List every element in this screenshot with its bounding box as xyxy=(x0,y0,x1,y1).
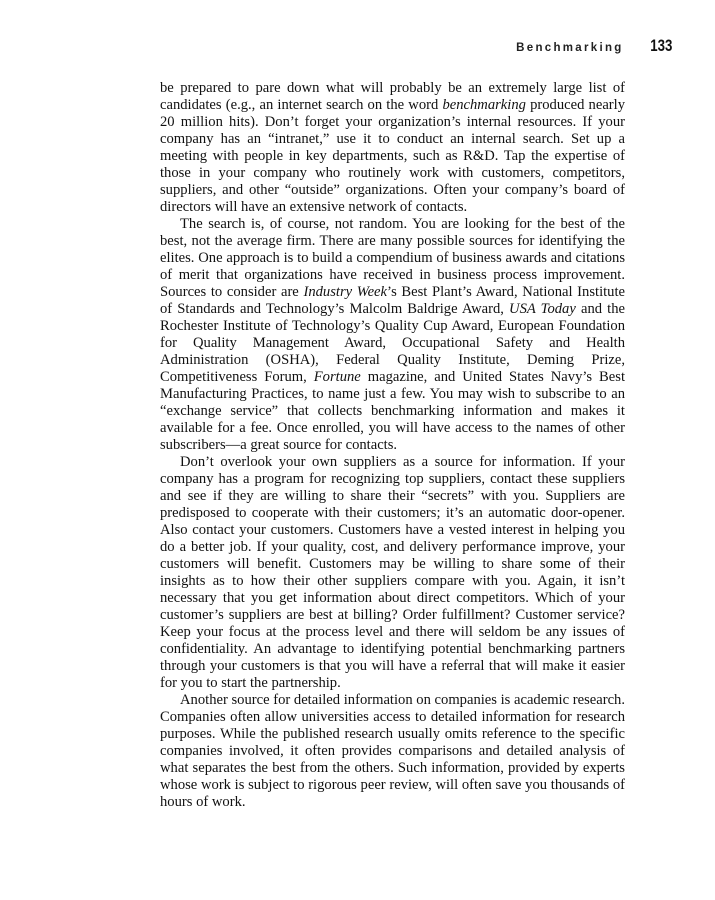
text-run: ’s Best Plant’s Award, National Institute of Standards and Technology’s Malcolm Baldrige Award, xyxy=(160,284,626,317)
text-run: be prepared to pare down what will probably be an extremely large list of candidates (e.g., an internet search on the word xyxy=(160,80,625,113)
italic-term: benchmarking xyxy=(442,97,526,113)
paragraph-1 xyxy=(160,80,625,216)
running-header xyxy=(160,36,672,56)
text-run: magazine, and United States Navy’s Best Manufacturing Practices, to name just a few. You may wish to subscribe to an “exchange service” that collects benchmarking information and makes it available for a fee. Once enrolled, you will have access to the names of other subscribers—a great source for contacts. xyxy=(160,369,626,453)
italic-publication-title: Industry Week xyxy=(303,284,388,300)
text-run: and the Rochester Institute of Technology’s Quality Cup Award, European Foundation for Quality Management Award, Occupational Safety and Health Administration (OSHA), Federal Quality Institute, Deming Prize, Competitiveness Forum, xyxy=(160,301,626,385)
italic-publication-title: Fortune xyxy=(313,369,361,385)
running-header-title: Benchmarking xyxy=(516,42,624,54)
page-number: 133 xyxy=(649,36,672,55)
paragraph-2 xyxy=(160,216,625,454)
body-text xyxy=(160,80,625,811)
italic-publication-title: USA Today xyxy=(509,301,576,317)
paragraph-3: Don’t overlook your own suppliers as a source for information. If your company has a program for recognizing top suppliers, contact these suppliers and see if they are willing to share their “secrets” with you. Suppliers are predisposed to cooperate with their customers; it’s an automatic door-opener. Also contact your customers. Customers have a vested interest in helping you do a better job. If your quality, cost, and delivery performance improve, your customers will benefit. Customers may be willing to share some of their insights as to how their other suppliers compare with you. Again, it isn’t necessary that you get information about direct competitors. Which of your customer’s suppliers are best at billing? Order fulfillment? Customer service? Keep your focus at the process level and there will seldom be any issues of confidentiality. An advantage to identifying potential benchmarking partners through your customers is that you will have a referral that will make it easier for you to start the partnership. xyxy=(160,454,625,691)
text-run: produced nearly 20 million hits). Don’t forget your organization’s internal resources. If your company has an “intranet,” use it to conduct an internal search. Set up a meeting with people in key departments, such as R&D. Tap the expertise of those in your company who routinely work with customers, competitors, suppliers, and other “outside” organizations. Often your company’s board of directors will have an extensive network of contacts. xyxy=(160,97,626,215)
paragraph-4: Another source for detailed information on companies is academic research. Companies often allow universities access to detailed information for research purposes. While the published research usually omits reference to the specific companies involved, it often provides comparisons and detailed analysis of what separates the best from the others. Such information, provided by experts whose work is subject to rigorous peer review, will often save you thousands of hours of work. xyxy=(160,692,625,810)
text-run: The search is, of course, not random. You are looking for the best of the best, not the average firm. There are many possible sources for identifying the elites. One approach is to build a compendium of business awards and citations of merit that organizations have received in business process improvement. Sources to consider are xyxy=(160,216,625,300)
